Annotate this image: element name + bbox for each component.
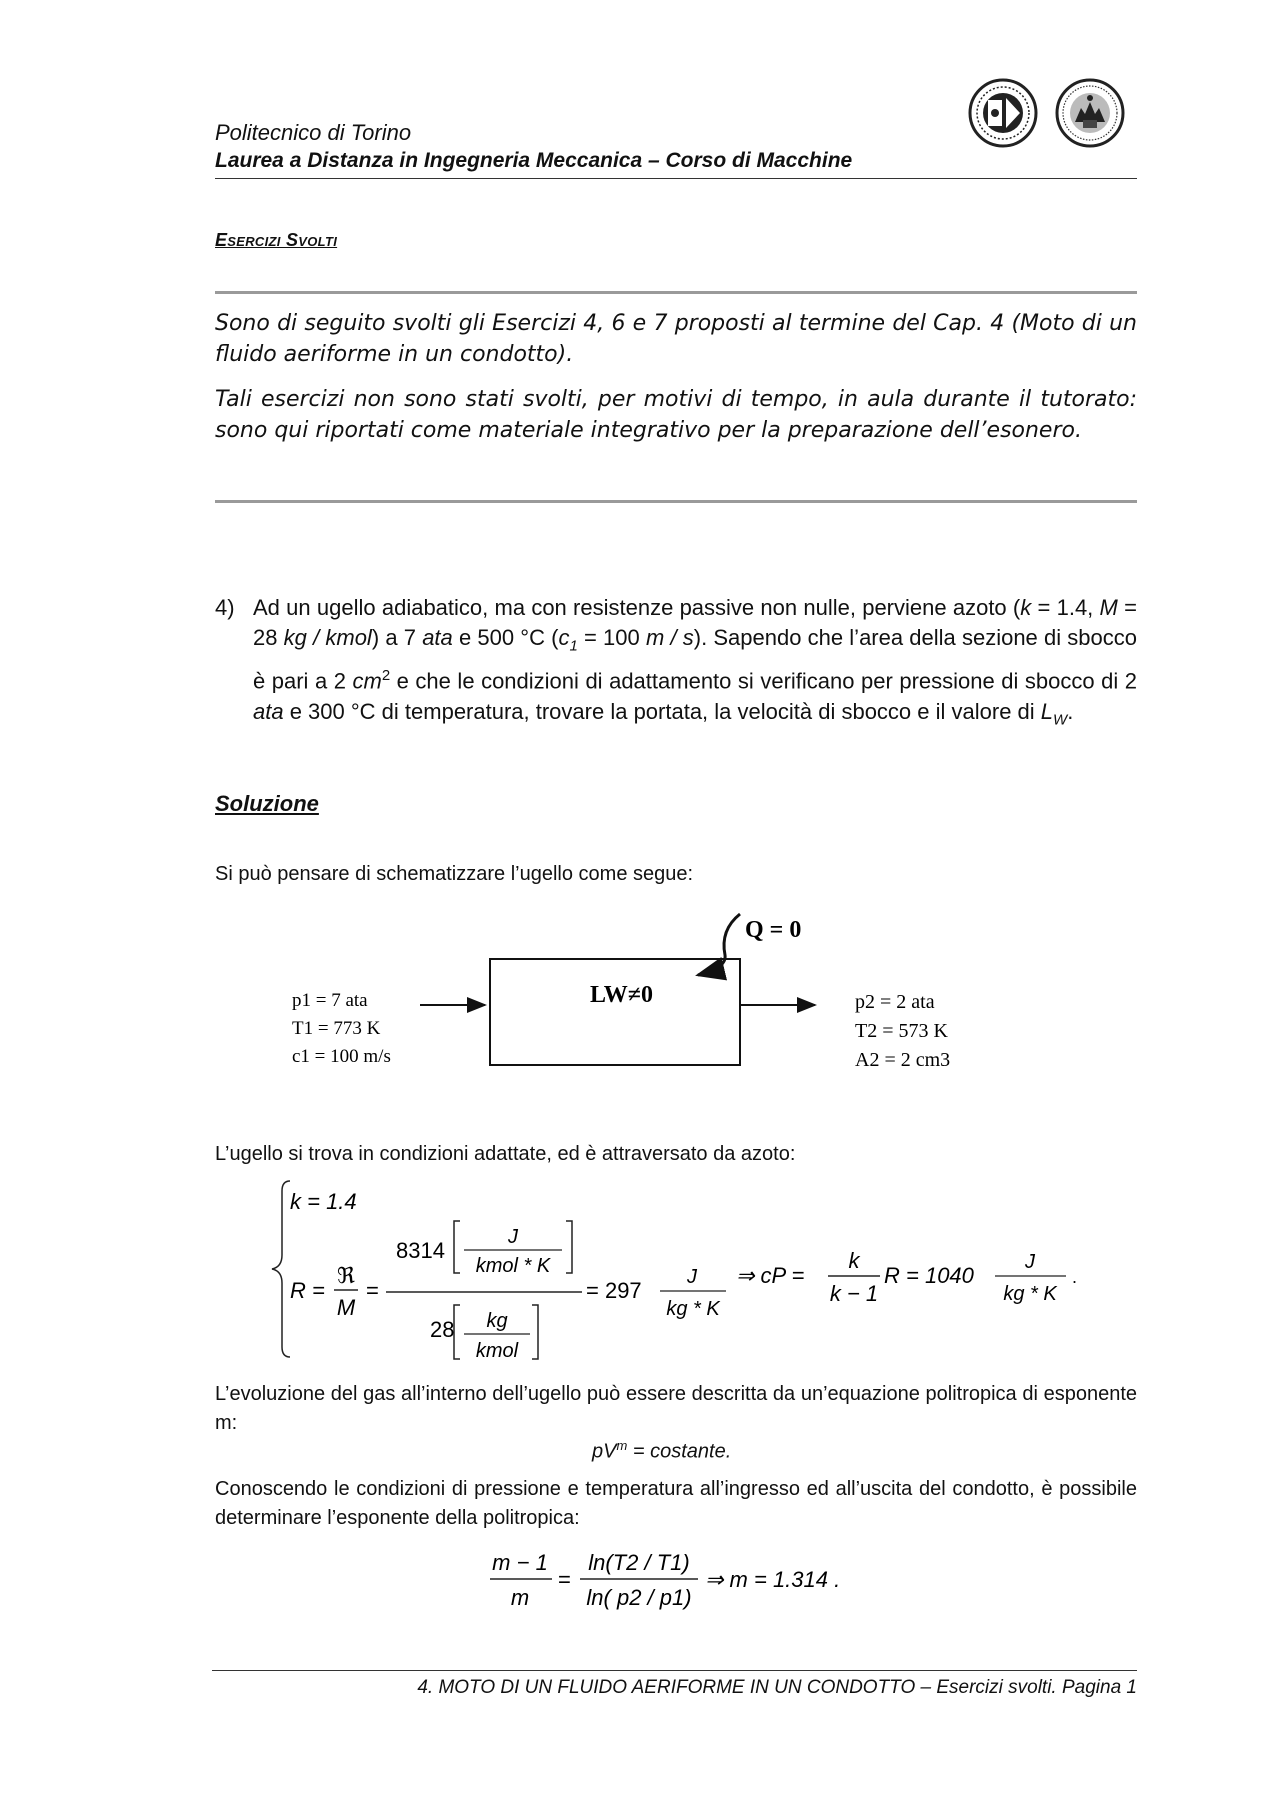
r-result-value: = 297 — [586, 1278, 642, 1303]
inlet-velocity: c1 = 100 m/s — [292, 1046, 391, 1067]
polito-seal-icon — [968, 78, 1038, 148]
cp-definition: ⇒ cP = — [736, 1263, 805, 1288]
intro-paragraph-2: Tali esercizi non sono stati svolti, per motivi di tempo, in aula durante il tutorato: sono qui riportati come materiale integrativo per la preparazione dell’esonero. — [215, 387, 1137, 443]
r-unit-numerator: J — [687, 1266, 697, 1288]
problem-text: Ad un ugello adiabatico, ma con resistenze passive non nulle, perviene azoto (k = 1.4, M = 28 kg / kmol) a 7 ata e 500 °C ($c_1 = 100$ m / s). Sapendo che l’area della sezione di sbocco è pari a 2 $cm^2$ e che le condizioni di adattamento si verificano per pressione di sbocco di 2 ata e 300 °C di temperatura, trovare la portata, la velocità di sbocco e il valore di $L_W$. — [253, 595, 1137, 729]
header-divider — [215, 178, 1137, 179]
inlet-pressure: p1 = 7 ata — [292, 990, 368, 1011]
footer-divider — [212, 1670, 1137, 1671]
schematic-intro: Si può pensare di schematizzare l’ugello come segue: — [215, 863, 694, 885]
intro-top-rule — [215, 291, 1137, 294]
cp-value: R = 1040 — [884, 1263, 974, 1288]
problem-number: 4) — [215, 595, 235, 620]
m-frac-numerator: m − 1 — [492, 1550, 548, 1575]
heat-label: Q = 0 — [745, 917, 802, 943]
svg-text:=: = — [366, 1278, 379, 1303]
m-result: ⇒ m = 1.314 . — [705, 1567, 841, 1592]
adapted-text: L’ugello si trova in condizioni adattate, ed è attraversato da azoto: — [215, 1143, 796, 1165]
cp-frac-numerator: k — [848, 1248, 860, 1273]
condition-text: Conoscendo le condizioni di pressione e temperatura all’ingresso ed all’uscita del condotto, è possibile determinare l’esponente della politropica: — [215, 1478, 1137, 1529]
inlet-temperature: T1 = 773 K — [292, 1018, 381, 1039]
molar-mass-value: 28 — [430, 1317, 455, 1342]
ln-ratio-numerator: ln(T2 / T1) — [588, 1550, 690, 1575]
svg-text:=: = — [558, 1567, 571, 1592]
outlet-area: A2 = 2 cm3 — [855, 1049, 951, 1071]
r-frac-denominator: M — [336, 1295, 356, 1320]
num-unit-denominator: kmol * K — [475, 1255, 551, 1277]
university-seal-icon — [1055, 78, 1125, 148]
header-course: Laurea a Distanza in Ingegneria Meccanica – Corso di Macchine — [215, 149, 853, 172]
svg-text:.: . — [1072, 1267, 1078, 1287]
outlet-temperature: T2 = 573 K — [855, 1020, 948, 1042]
k-line: k = 1.4 — [290, 1189, 357, 1214]
solution-title: Soluzione — [215, 791, 319, 816]
r-frac-numerator: ℜ — [337, 1263, 355, 1288]
outlet-pressure: p2 = 2 ata — [855, 991, 935, 1013]
den-unit-numerator: kg — [486, 1310, 508, 1332]
den-unit-denominator: kmol — [475, 1340, 519, 1362]
ln-ratio-denominator: ln( p2 / p1) — [586, 1585, 692, 1610]
m-frac-denominator: m — [510, 1585, 530, 1610]
evolution-text: L’evoluzione del gas all’interno dell’ugello può essere descritta da un’equazione politropica di esponente m: — [215, 1383, 1137, 1434]
gas-constant-value: 8314 — [396, 1238, 445, 1263]
cp-frac-denominator: k − 1 — [829, 1281, 879, 1306]
cp-unit-numerator: J — [1025, 1251, 1035, 1273]
problem-statement — [215, 593, 1137, 735]
polytropic-equation: $pV^m$ = costante. — [592, 1438, 732, 1463]
page-footer: 4. MOTO DI UN FLUIDO AERIFORME IN UN CONDOTTO – Esercizi svolti. Pagina 1 — [417, 1677, 1137, 1698]
polytropic-exponent-equation — [480, 1537, 880, 1617]
cp-unit-denominator: kg * K — [1003, 1283, 1057, 1305]
num-unit-numerator: J — [508, 1226, 518, 1248]
system-brace — [272, 1181, 290, 1357]
r-lhs: R = — [290, 1278, 325, 1303]
intro-paragraph-1: Sono di seguito svolti gli Esercizi 4, 6 e 7 proposti al termine del Cap. 4 (Moto di un fluido aeriforme in un condotto). — [215, 311, 1137, 367]
heat-arrow — [698, 914, 740, 975]
intro-bottom-rule — [215, 500, 1137, 503]
work-label: LW≠0 — [590, 982, 653, 1008]
gas-constant-equations — [260, 1175, 1120, 1370]
r-unit-denominator: kg * K — [666, 1298, 720, 1320]
header-institution: Politecnico di Torino — [215, 120, 412, 145]
nozzle-diagram — [280, 900, 1000, 1090]
section-title: Esercizi Svolti — [215, 230, 338, 250]
